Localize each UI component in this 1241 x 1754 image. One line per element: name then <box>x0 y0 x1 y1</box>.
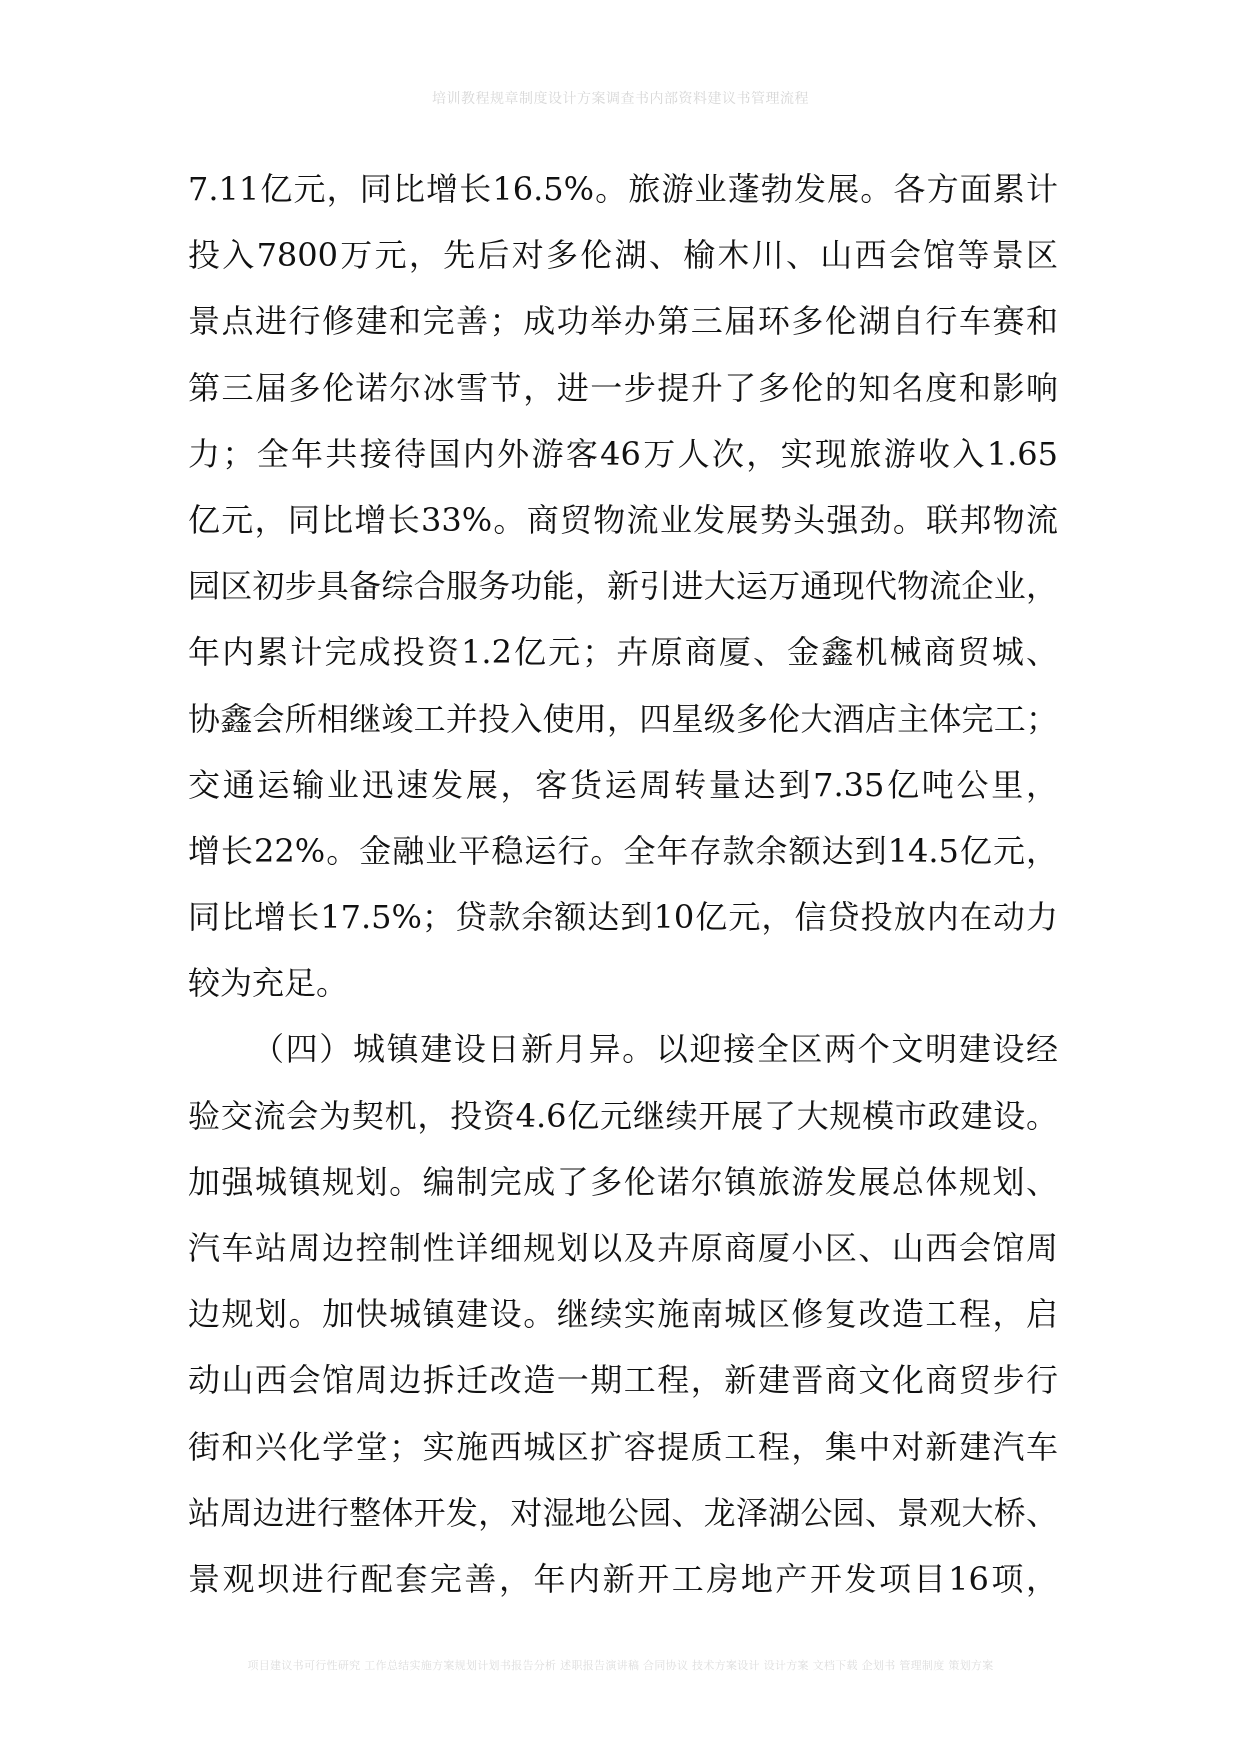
text-line: 同比增长17.5%；贷款余额达到10亿元，信贷投放内在动力 <box>188 898 1058 937</box>
header-watermark: 培训教程规章制度设计方案调查书内部资料建议书管理流程 <box>432 91 809 107</box>
section-heading-line: （四）城镇建设日新月异。以迎接全区两个文明建设经 <box>252 1030 1058 1069</box>
body-text <box>188 156 1058 1612</box>
paragraph-end-line: 较为充足。 <box>188 964 349 1003</box>
text-line: 亿元，同比增长33%。商贸物流业发展势头强劲。联邦物流 <box>188 500 1058 539</box>
text-line: 汽车站周边控制性详细规划以及卉原商厦小区、山西会馆周 <box>188 1229 1058 1267</box>
text-line: 投入7800万元，先后对多伦湖、榆木川、山西会馆等景区 <box>188 236 1058 275</box>
text-line: 第三届多伦诺尔冰雪节，进一步提升了多伦的知名度和影响 <box>188 368 1058 407</box>
text-line: 力；全年共接待国内外游客46万人次，实现旅游收入1.65 <box>188 434 1058 473</box>
text-line: 动山西会馆周边拆迁改造一期工程，新建晋商文化商贸步行 <box>188 1361 1058 1400</box>
text-line: 7.11亿元，同比增长16.5%。旅游业蓬勃发展。各方面累计 <box>188 170 1058 208</box>
text-line: 边规划。加快城镇建设。继续实施南城区修复改造工程，启 <box>188 1295 1058 1334</box>
text-line: 景点进行修建和完善；成功举办第三届环多伦湖自行车赛和 <box>188 302 1058 341</box>
text-line: 交通运输业迅速发展，客货运周转量达到7.35亿吨公里， <box>188 765 1058 804</box>
text-line: 年内累计完成投资1.2亿元；卉原商厦、金鑫机械商贸城、 <box>188 633 1058 672</box>
text-line: 站周边进行整体开发，对湿地公园、龙泽湖公园、景观大桥、 <box>188 1493 1058 1532</box>
text-line: 协鑫会所相继竣工并投入使用，四星级多伦大酒店主体完工； <box>188 699 1058 738</box>
footer-watermark: 项目建议书可行性研究 工作总结实施方案规划计划书报告分析 述职报告演讲稿 合同协议 技术方案设计 设计方案 文档下载 企划书 管理制度 策划方案 <box>247 1659 994 1672</box>
text-line: 园区初步具备综合服务功能，新引进大运万通现代物流企业， <box>188 567 1058 606</box>
text-line: 加强城镇规划。编制完成了多伦诺尔镇旅游发展总体规划、 <box>188 1162 1058 1201</box>
text-line: 增长22%。金融业平稳运行。全年存款余额达到14.5亿元， <box>188 831 1058 870</box>
text-line: 验交流会为契机，投资4.6亿元继续开展了大规模市政建设。 <box>188 1096 1058 1135</box>
text-line: 街和兴化学堂；实施西城区扩容提质工程，集中对新建汽车 <box>188 1427 1058 1466</box>
text-line: 景观坝进行配套完善，年内新开工房地产开发项目16项， <box>188 1559 1058 1598</box>
